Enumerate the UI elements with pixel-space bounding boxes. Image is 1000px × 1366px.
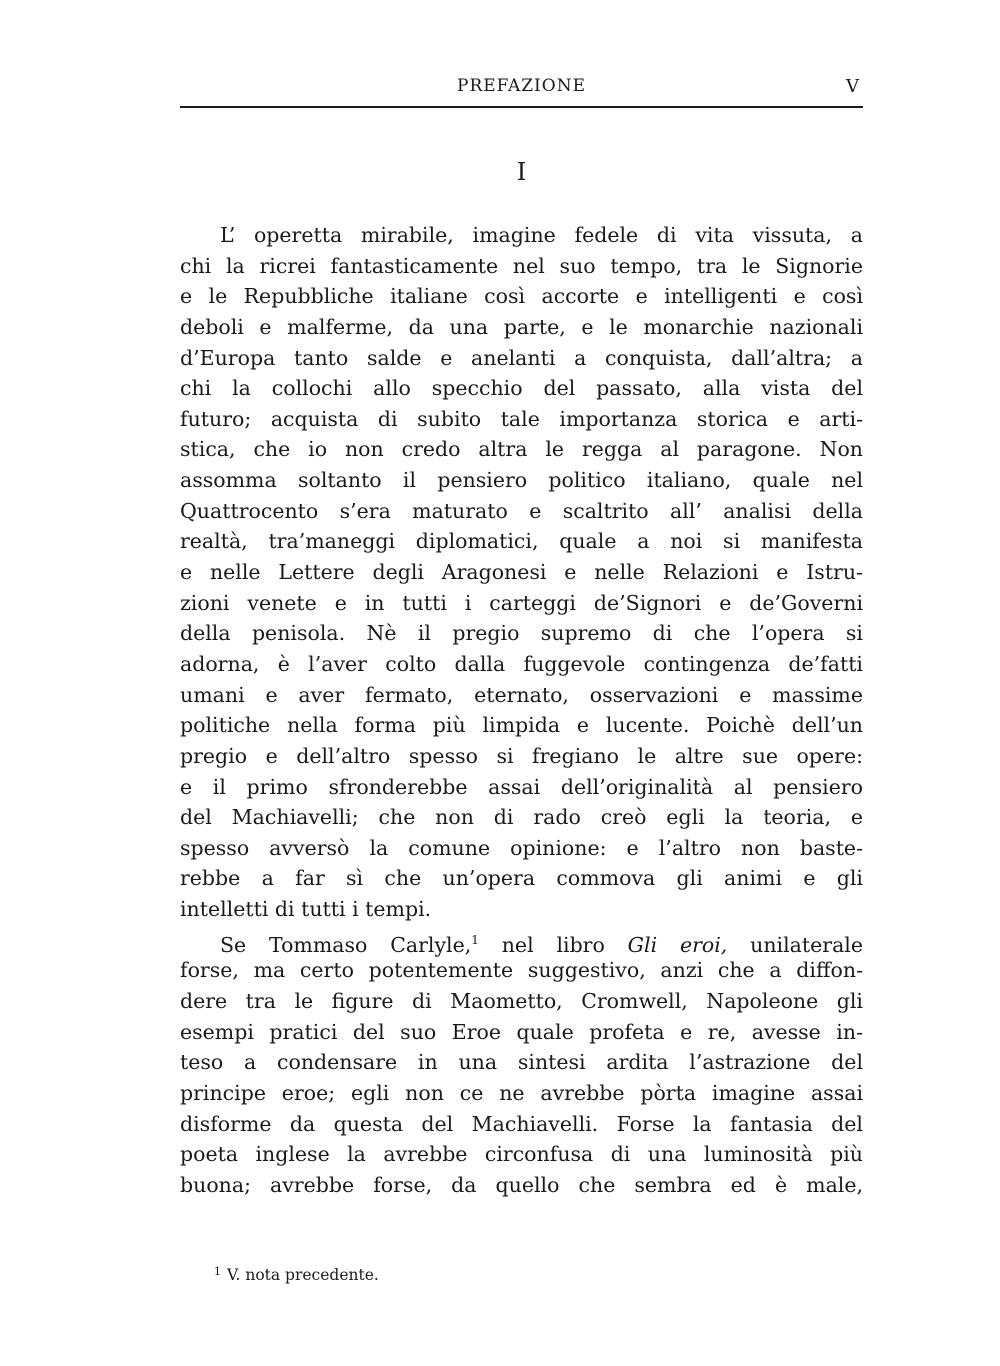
page-number: V — [846, 76, 859, 97]
text-line: politiche nella forma più limpida e lucente. Poichè dell’un — [180, 713, 863, 738]
text-line: esempi pratici del suo Eroe quale profeta e re, avesse in- — [180, 1019, 863, 1044]
text-line: umani e aver fermato, eternato, osservazioni e massime — [180, 682, 863, 707]
text-line: disforme da questa del Machiavelli. Forse la fantasia del — [180, 1111, 863, 1136]
section-number: I — [516, 158, 527, 186]
text-line: rebbe a far sì che un’opera commova gli animi e gli — [180, 866, 863, 891]
text-segment: unilaterale — [727, 932, 863, 957]
text-line: intelletti di tutti i tempi. — [180, 897, 432, 922]
paragraph-2 — [180, 925, 863, 1201]
text-line: teso a condensare in una sintesi ardita l’astrazione del — [180, 1050, 863, 1075]
text-line: della penisola. Nè il pregio supremo di che l’opera si — [180, 621, 863, 646]
text-line — [180, 925, 863, 956]
paragraph-1 — [180, 220, 863, 925]
text-segment: Se Tommaso Carlyle, — [220, 932, 472, 957]
text-line: adorna, è l’aver colto dalla fuggevole contingenza de’fatti — [180, 651, 863, 676]
footnote-text: V. nota precedente. — [227, 1266, 379, 1284]
text-line: principe eroe; egli non ce ne avrebbe pòrta imagine assai — [180, 1080, 863, 1105]
footnote — [214, 1265, 379, 1284]
running-header — [180, 76, 863, 102]
header-rule — [180, 106, 863, 108]
text-line: assomma soltanto il pensiero politico italiano, quale nel — [180, 468, 863, 493]
text-line: d’Europa tanto salde e anelanti a conquista, dall’altra; a — [180, 345, 863, 370]
text-line: Quattrocento s’era maturato e scaltrito all’ analisi della — [180, 498, 863, 523]
text-line: zioni venete e in tutti i carteggi de’Signori e de’Governi — [180, 590, 863, 615]
body-text — [180, 220, 863, 1201]
text-line: futuro; acquista di subito tale importanza storica e arti- — [180, 406, 863, 431]
text-line: dere tra le figure di Maometto, Cromwell, Napoleone gli — [180, 989, 863, 1014]
text-line: e le Repubbliche italiane così accorte e intelligenti e così — [180, 284, 863, 309]
text-line: realtà, tra’maneggi diplomatici, quale a noi si manifesta — [180, 529, 863, 554]
text-line: pregio e dell’altro spesso si fregiano le altre sue opere: — [180, 743, 863, 768]
footnote-marker: 1 — [471, 932, 479, 947]
text-line: chi la collochi allo specchio del passato, alla vista del — [180, 376, 863, 401]
text-line: e il primo sfronderebbe assai dell’originalità al pensiero — [180, 774, 863, 799]
text-segment: nel libro — [478, 932, 628, 957]
text-line: buona; avrebbe forse, da quello che sembra ed è male, — [180, 1172, 863, 1197]
text-line: L’ operetta mirabile, imagine fedele di vita vissuta, a — [220, 223, 863, 247]
text-line: forse, ma certo potentemente suggestivo, anzi che a diffon- — [180, 958, 863, 983]
text-line: spesso avversò la comune opinione: e l’altro non baste- — [180, 835, 863, 860]
text-line: e nelle Lettere degli Aragonesi e nelle Relazioni e Istru- — [180, 560, 863, 585]
running-title: PREFAZIONE — [457, 76, 586, 96]
text-line: poeta inglese la avrebbe circonfusa di una luminosità più — [180, 1142, 863, 1167]
text-line: del Machiavelli; che non di rado creò egli la teoria, e — [180, 805, 863, 830]
text-line: stica, che io non credo altra le regga al paragone. Non — [180, 437, 863, 462]
text-line: deboli e malferme, da una parte, e le monarchie nazionali — [180, 314, 863, 339]
book-title: Gli eroi, — [627, 932, 728, 957]
footnote-number: 1 — [214, 1265, 221, 1278]
text-line: chi la ricrei fantasticamente nel suo tempo, tra le Signorie — [180, 253, 863, 278]
